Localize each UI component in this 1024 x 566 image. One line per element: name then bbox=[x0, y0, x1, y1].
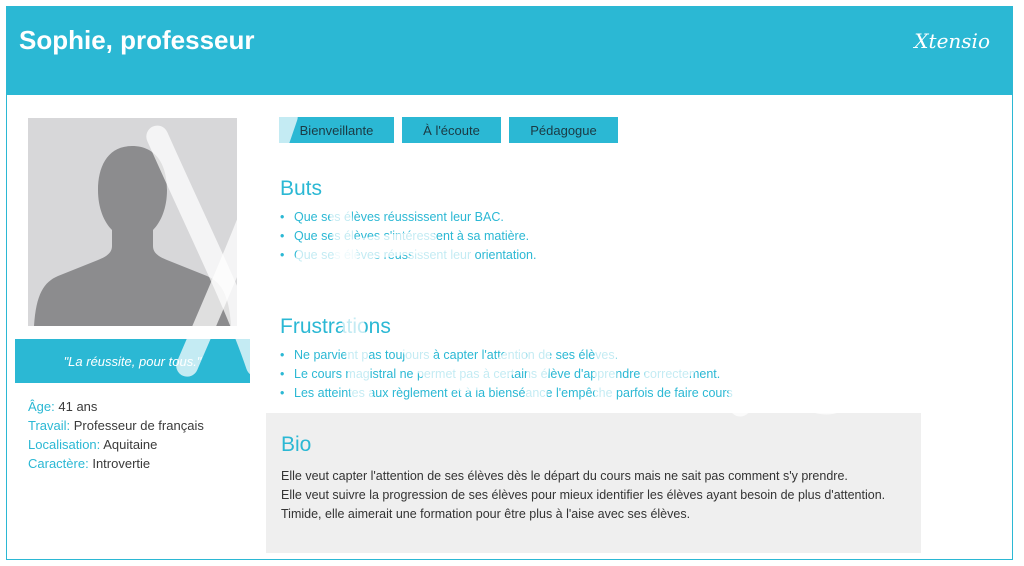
detail-location bbox=[28, 435, 204, 454]
detail-label: Caractère: bbox=[28, 456, 89, 471]
detail-value: Professeur de français bbox=[73, 418, 204, 433]
detail-job bbox=[28, 416, 204, 435]
goals-list bbox=[280, 208, 537, 265]
bio-panel bbox=[266, 413, 921, 553]
detail-value: 41 ans bbox=[58, 399, 98, 414]
detail-character bbox=[28, 454, 204, 473]
detail-age bbox=[28, 397, 204, 416]
user-silhouette-icon bbox=[28, 118, 237, 326]
bio-line: Timide, elle aimerait une formation pour être plus à l'aise avec ses élèves. bbox=[281, 507, 691, 521]
persona-quote: "La réussite, pour tous." bbox=[15, 339, 250, 383]
persona-card bbox=[6, 6, 1013, 560]
frustrations-title: Frustrations bbox=[280, 315, 391, 338]
list-item: • Les atteintes aux règlement et à la bienséance l'empêche parfois de faire cours bbox=[280, 384, 733, 403]
list-item: • Ne parvient pas toujours à capter l'attention de ses élèves. bbox=[280, 346, 733, 365]
frustrations-list bbox=[280, 346, 733, 403]
bio-text bbox=[281, 467, 901, 524]
bio-title: Bio bbox=[281, 433, 312, 456]
trait-tag[interactable]: Bienveillante bbox=[279, 117, 394, 143]
list-item: • Que ses élèves réussissent leur orientation. bbox=[280, 246, 537, 265]
detail-label: Localisation: bbox=[28, 437, 101, 452]
trait-tags bbox=[279, 117, 618, 143]
detail-label: Âge: bbox=[28, 399, 55, 414]
list-item: • Le cours magistral ne permet pas à certains élève d'apprendre correctement. bbox=[280, 365, 733, 384]
trait-tag[interactable]: À l'écoute bbox=[402, 117, 501, 143]
list-item: • Que ses élèves s'intéressent à sa matière. bbox=[280, 227, 537, 246]
persona-details bbox=[28, 397, 204, 473]
detail-label: Travail: bbox=[28, 418, 71, 433]
detail-value: Aquitaine bbox=[103, 437, 158, 452]
avatar bbox=[28, 118, 237, 326]
bio-line: Elle veut suivre la progression de ses élèves pour mieux identifier les élèves ayant besoin de plus d'attention. bbox=[281, 488, 886, 502]
brand-logo: Xtensio bbox=[914, 29, 990, 53]
list-item: • Que ses élèves réussissent leur BAC. bbox=[280, 208, 537, 227]
page-title: Sophie, professeur bbox=[19, 25, 255, 55]
header-bar bbox=[7, 7, 1012, 95]
goals-title: Buts bbox=[280, 177, 323, 200]
detail-value: Introvertie bbox=[92, 456, 151, 471]
trait-tag[interactable]: Pédagogue bbox=[509, 117, 618, 143]
bio-line: Elle veut capter l'attention de ses élèves dès le départ du cours mais ne sait pas comment s'y prendre. bbox=[281, 469, 848, 483]
